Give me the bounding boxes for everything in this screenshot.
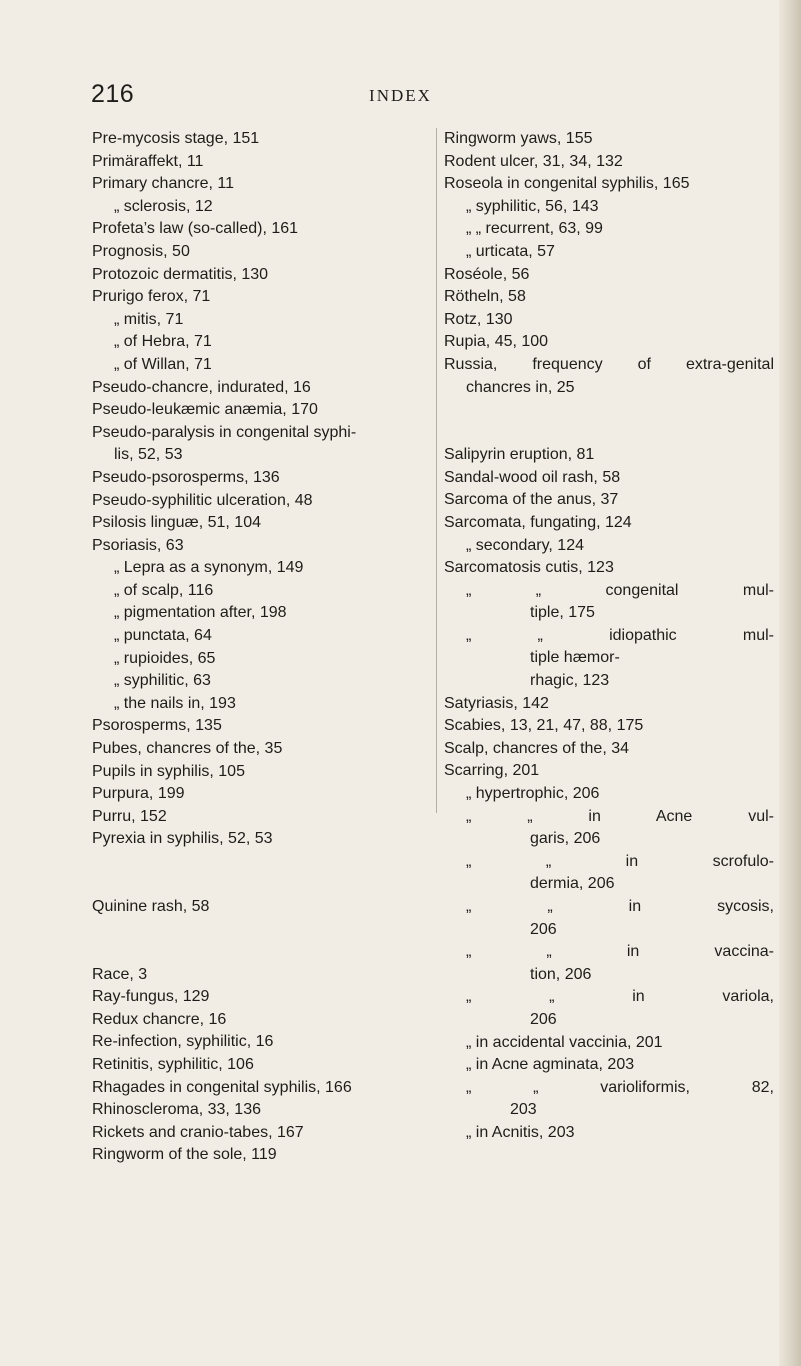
index-entry: Rotz, 130 xyxy=(444,310,513,328)
running-title: INDEX xyxy=(369,86,432,105)
index-entry: Primäraffekt, 11 xyxy=(92,152,204,170)
index-entry: chancres in, 25 xyxy=(466,378,575,396)
index-entry: „ „ idiopathic mul- xyxy=(466,626,774,644)
index-entry: „ „ congenital mul- xyxy=(466,581,774,599)
index-entry: „ in Acne agminata, 203 xyxy=(466,1056,635,1074)
index-entry: Pupils in syphilis, 105 xyxy=(92,762,245,780)
index-entry: Psoriasis, 63 xyxy=(92,536,184,554)
index-entry: „ syphilitic, 56, 143 xyxy=(466,197,599,215)
index-entry: Sandal-wood oil rash, 58 xyxy=(444,468,621,486)
index-entry: Profeta’s law (so-called), 161 xyxy=(92,220,299,238)
index-entry: Pseudo-paralysis in congenital syphi- xyxy=(92,423,357,441)
index-entry: „ „ recurrent, 63, 99 xyxy=(466,220,603,238)
index-entry: „ „ in scrofulo- xyxy=(466,852,774,870)
index-entry: Re-infection, syphilitic, 16 xyxy=(92,1033,274,1051)
index-entry: 203 xyxy=(510,1101,537,1119)
index-entry: Psilosis linguæ, 51, 104 xyxy=(92,514,261,532)
index-entry: Rhinoscleroma, 33, 136 xyxy=(92,1101,261,1119)
index-column-left xyxy=(92,128,427,1167)
index-entry: Russia, frequency of extra-genital xyxy=(444,355,774,373)
index-entry: „ Lepra as a synonym, 149 xyxy=(114,559,304,577)
index-entry: „ punctata, 64 xyxy=(114,627,212,645)
page-number: 216 xyxy=(91,80,135,108)
index-entry: „ in Acnitis, 203 xyxy=(466,1123,575,1141)
index-entry: „ secondary, 124 xyxy=(466,536,584,554)
index-entry: 206 xyxy=(530,920,557,938)
index-entry: Sarcoma of the anus, 37 xyxy=(444,491,619,509)
index-entry: Prurigo ferox, 71 xyxy=(92,288,211,306)
index-entry: Salipyrin eruption, 81 xyxy=(444,446,595,464)
index-entry: Protozoic dermatitis, 130 xyxy=(92,265,269,283)
index-entry: Roseola in congenital syphilis, 165 xyxy=(444,175,690,193)
index-entry: Rodent ulcer, 31, 34, 132 xyxy=(444,152,623,170)
index-entry: Pseudo-psorosperms, 136 xyxy=(92,468,280,486)
index-entry: Satyriasis, 142 xyxy=(444,694,549,712)
index-entry: Roséole, 56 xyxy=(444,265,530,283)
index-entry: Race, 3 xyxy=(92,965,148,983)
index-entry: Pre-mycosis stage, 151 xyxy=(92,130,260,147)
index-entry: „ pigmentation after, 198 xyxy=(114,604,287,622)
index-entry: Pyrexia in syphilis, 52, 53 xyxy=(92,830,273,848)
index-entry: „ „ in variola, xyxy=(466,988,774,1006)
index-entry: Pseudo-syphilitic ulceration, 48 xyxy=(92,491,313,509)
index-entry: Ringworm yaws, 155 xyxy=(444,130,593,147)
index-entry: Scabies, 13, 21, 47, 88, 175 xyxy=(444,717,644,735)
index-entry: Scarring, 201 xyxy=(444,762,540,780)
index-entry: Rickets and cranio-tabes, 167 xyxy=(92,1123,304,1141)
index-entry: Ringworm of the sole, 119 xyxy=(92,1146,277,1164)
index-column-right xyxy=(444,128,774,1145)
index-entry: Rhagades in congenital syphilis, 166 xyxy=(92,1078,352,1096)
index-entry: „ „ in vaccina- xyxy=(466,943,774,961)
index-entry: garis, 206 xyxy=(530,830,601,848)
index-entry: „ of scalp, 116 xyxy=(114,581,214,599)
index-entry: rhagic, 123 xyxy=(530,672,610,690)
index-entry: Rupia, 45, 100 xyxy=(444,333,549,351)
column-divider xyxy=(436,128,437,813)
index-entry: lis, 52, 53 xyxy=(114,446,183,464)
index-entry: „ the nails in, 193 xyxy=(114,694,236,712)
index-entry: „ „ varioliformis, 82, xyxy=(466,1078,774,1096)
index-entry: Quinine rash, 58 xyxy=(92,898,210,915)
index-entry: Pseudo-leukæmic anæmia, 170 xyxy=(92,401,318,419)
index-entry: Sarcomata, fungating, 124 xyxy=(444,513,632,531)
index-entry: Prognosis, 50 xyxy=(92,242,190,260)
index-entry: Scalp, chancres of the, 34 xyxy=(444,739,629,757)
index-entry: Psorosperms, 135 xyxy=(92,717,222,735)
page-edge xyxy=(779,0,801,1366)
index-entry: „ urticata, 57 xyxy=(466,242,555,260)
index-entry: „ „ in Acne vul- xyxy=(466,807,774,825)
index-entry: 206 xyxy=(530,1010,557,1028)
index-entry: dermia, 206 xyxy=(530,875,615,893)
index-entry: Purru, 152 xyxy=(92,807,167,825)
index-entry: „ hypertrophic, 206 xyxy=(466,785,600,803)
index-entry: „ rupioides, 65 xyxy=(114,649,216,667)
index-entry: „ sclerosis, 12 xyxy=(114,197,213,215)
index-entry: tion, 206 xyxy=(530,965,592,983)
index-entry: tiple hæmor- xyxy=(530,649,620,667)
index-entry: „ „ in sycosis, xyxy=(466,898,774,915)
index-entry: „ of Hebra, 71 xyxy=(114,333,212,351)
index-entry: Purpura, 199 xyxy=(92,785,185,803)
index-entry: „ in accidental vaccinia, 201 xyxy=(466,1033,663,1051)
index-entry: „ syphilitic, 63 xyxy=(114,672,211,690)
index-entry: Primary chancre, 11 xyxy=(92,175,234,193)
index-entry: Pubes, chancres of the, 35 xyxy=(92,740,283,758)
index-entry: tiple, 175 xyxy=(530,604,595,622)
index-entry: „ of Willan, 71 xyxy=(114,355,212,373)
index-entry: Retinitis, syphilitic, 106 xyxy=(92,1055,254,1073)
index-entry: Redux chancre, 16 xyxy=(92,1010,227,1028)
index-entry: Sarcomatosis cutis, 123 xyxy=(444,559,614,577)
index-entry: Rötheln, 58 xyxy=(444,288,526,306)
index-entry: Ray-fungus, 129 xyxy=(92,988,210,1006)
index-entry: „ mitis, 71 xyxy=(114,310,184,328)
index-entry: Pseudo-chancre, indurated, 16 xyxy=(92,378,311,396)
